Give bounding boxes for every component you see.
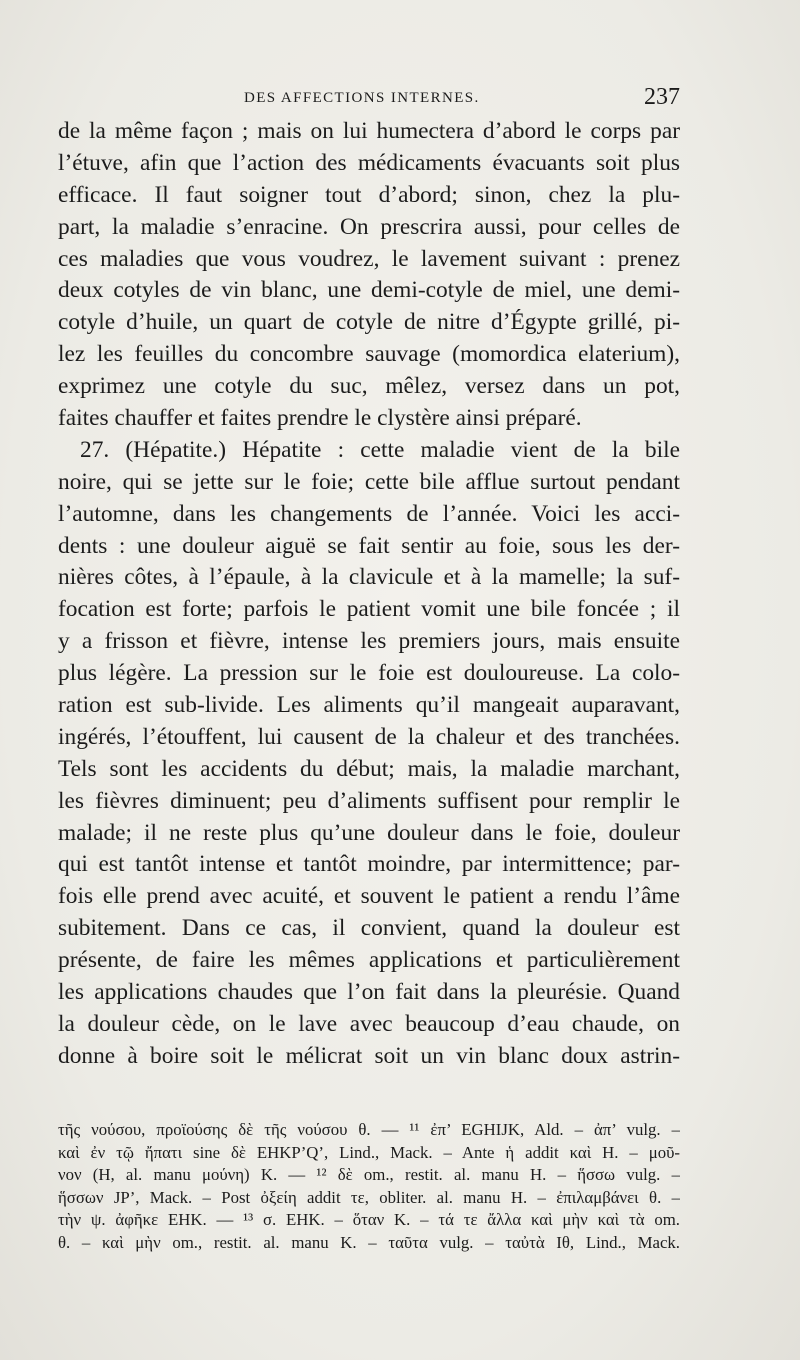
text-line: Tels sont les accidents du début; mais, la maladie marchant, [58, 755, 680, 782]
section-heading-line: 27. (Hépatite.) Hépatite : cette maladie vient de la bile [80, 436, 680, 463]
text-line: deux cotyles de vin blanc, une demi-cotyle de miel, une demi- [58, 277, 680, 304]
text-line: subitement. Dans ce cas, il convient, quand la douleur est [58, 915, 680, 942]
footnote-line: τὴν ψ. ἀφῆκε EHK. — ¹³ σ. EHK. – ὅταν K. – τά τε ἄλλα καὶ μὴν καὶ τὰ om. [58, 1210, 680, 1230]
page-number: 237 [644, 84, 680, 110]
footnote-line: ἥσσων JP’, Mack. – Post ὀξείη addit τε, obliter. al. manu H. – ἐπιλαμβάνει θ. – [58, 1187, 680, 1207]
text-line: fois elle prend avec acuité, et souvent le patient a rendu l’âme [58, 883, 680, 910]
text-line: focation est forte; parfois le patient vomit une bile foncée ; il [58, 596, 680, 623]
text-line: faites chauffer et faites prendre le clystère ainsi préparé. [58, 405, 582, 432]
text-line: ces maladies que vous voudrez, le lavement suivant : prenez [58, 245, 680, 272]
text-line: l’automne, dans les changements de l’année. Voici les acci- [58, 500, 680, 527]
text-line: ingérés, l’étouffent, lui causent de la chaleur et des tranchées. [58, 723, 680, 750]
footnote-line: θ. – καὶ μὴν om., restit. al. manu K. – ταῦτα vulg. – ταὐτὰ Iθ, Lind., Mack. [58, 1232, 680, 1252]
text-line: plus légère. La pression sur le foie est douloureuse. La colo- [58, 660, 680, 687]
text-line: ration est sub-livide. Les aliments qu’il mangeait auparavant, [58, 692, 680, 719]
text-line: lez les feuilles du concombre sauvage (momordica elaterium), [58, 341, 680, 368]
text-line: présente, de faire les mêmes applications et particulièrement [58, 947, 680, 974]
text-line: exprimez une cotyle du suc, mêlez, versez dans un pot, [58, 373, 680, 400]
footnote-line: τῆς νούσου, προϊούσης δὲ τῆς νούσου θ. — ¹¹ ἐπ’ EGHIJK, Ald. – ἀπ’ vulg. – [58, 1120, 680, 1139]
footnote-line: καὶ ἐν τῷ ἤπατι sine δὲ EHKP’Q’, Lind., Mack. – Ante ἡ addit καὶ H. – μοῦ- [58, 1142, 680, 1162]
text-line: les fièvres diminuent; peu d’aliments suffisent pour remplir le [58, 787, 680, 814]
text-line: nières côtes, à l’épaule, à la clavicule et à la mamelle; la suf- [58, 564, 680, 591]
text-line: malade; il ne reste plus qu’une douleur dans le foie, douleur [58, 819, 680, 846]
text-line: l’étuve, afin que l’action des médicaments évacuants soit plus [58, 149, 680, 176]
footnotes [58, 1119, 680, 1255]
text-line: la douleur cède, on le lave avec beaucoup d’eau chaude, on [58, 1010, 680, 1037]
text-line: dents : une douleur aiguë se fait sentir au foie, sous les der- [58, 532, 680, 559]
footnote-line: νον (H, al. manu μούνη) K. — ¹² δὲ om., restit. al. manu H. – ἥσσω vulg. – [58, 1165, 680, 1185]
text-line: donne à boire soit le mélicrat soit un vin blanc doux astrin- [58, 1042, 680, 1069]
page-header [58, 84, 680, 114]
text-line: part, la maladie s’enracine. On prescrira aussi, pour celles de [58, 213, 680, 240]
text-line: cotyle d’huile, un quart de cotyle de nitre d’Égypte grillé, pi- [58, 309, 680, 336]
text-line: noire, qui se jette sur le foie; cette bile afflue surtout pendant [58, 468, 680, 495]
main-text [58, 116, 680, 1073]
text-line: qui est tantôt intense et tantôt moindre, par intermittence; par- [58, 851, 680, 878]
text-line: de la même façon ; mais on lui humectera d’abord le corps par [58, 118, 680, 144]
text-line: les applications chaudes que l’on fait dans la pleurésie. Quand [58, 979, 680, 1006]
running-title: DES AFFECTIONS INTERNES. [244, 90, 480, 106]
text-line: y a frisson et fièvre, intense les premiers jours, mais ensuite [58, 628, 680, 655]
text-line: efficace. Il faut soigner tout d’abord; sinon, chez la plu- [58, 181, 680, 208]
